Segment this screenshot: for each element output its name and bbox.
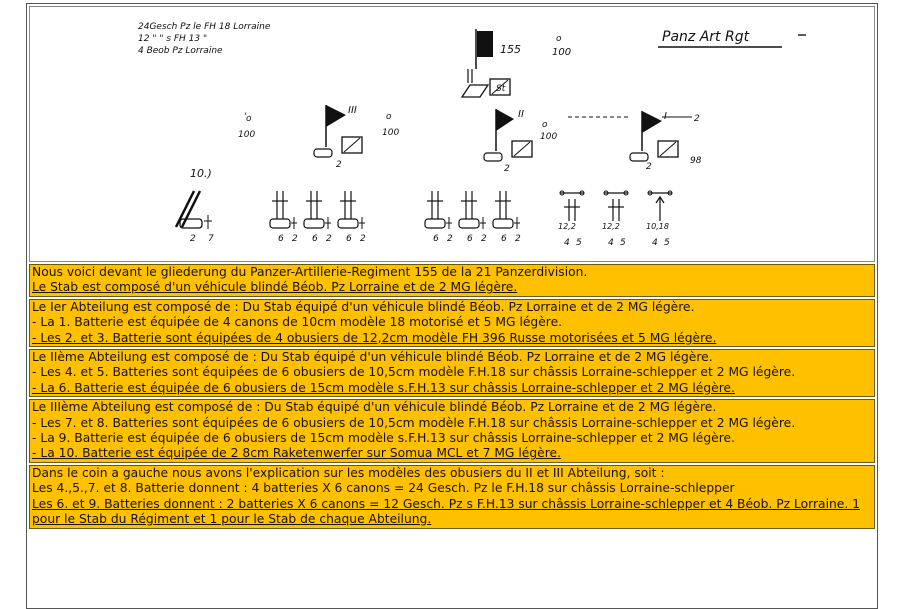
abteilung-mark: 2 [694, 114, 700, 124]
description-line: Le Stab est composé d'un véhicule blindé Béob. Pz Lorraine et de 2 MG légère. [32, 280, 518, 295]
description-line: - Les 7. et 8. Batteries sont équipées de 6 obusiers de 10,5cm modèle F.H.18 sur châssis Lorraine-schlepper et 2 MG légère. [32, 415, 796, 430]
description-block-abteilung-iii [29, 399, 875, 463]
abteilung-count: 2 [504, 164, 510, 174]
description-block-explanation [29, 465, 875, 529]
abteilung-numeral: III [348, 105, 357, 116]
abteilung-mark: 100 [540, 132, 558, 142]
battery-symbol [560, 191, 584, 221]
description-line: - La 10. Batterie est équipée de 2 8cm Raketenwerfer sur Somua MCL et 7 MG légère. [32, 446, 561, 461]
diagram-canvas [30, 7, 874, 261]
hq-mark: 100 [552, 47, 572, 58]
battery-count: 2 [292, 234, 298, 244]
battery-calibre: 12,2 [558, 222, 576, 231]
regiment-title: Panz Art Rgt [662, 29, 750, 45]
description-line: Les 6. et 9. Batteries donnent : 2 batteries X 6 canons = 12 Gesch. Pz s F.H.13 sur châssis Lorraine-schlepper et 4 Béob. Pz Lorraine. 1 pour le Stab du Régiment et 1 pour le Stab de chaque Abteilung. [32, 496, 860, 527]
abteilung-mark-left: o [246, 114, 252, 124]
abteilung-mark: 98 [690, 156, 702, 166]
battery-symbol [604, 191, 628, 221]
battery-count: 2 [326, 234, 332, 244]
battery-symbol [493, 191, 520, 229]
battery-count: 4 [608, 238, 614, 248]
description-line: Le IIIème Abteilung est composé de : Du Stab équipé d'un véhicule blindé Béob. Pz Lorraine et de 2 MG légère. [32, 400, 717, 415]
description-line: Nous voici devant le gliederung du Panzer-Artillerie-Regiment 155 de la 21 Panzerdivision. [32, 265, 588, 279]
legend-line: 24Gesch Pz le FH 18 Lorraine [138, 22, 271, 32]
abteilung-mark: 100 [382, 128, 400, 138]
mark-o: ' [244, 112, 247, 122]
abteilung-numeral: II [518, 109, 524, 120]
description-block-regiment [29, 264, 875, 297]
battery-calibre: 12,2 [602, 222, 620, 231]
battery-symbol [270, 191, 297, 229]
battery-symbol [338, 191, 365, 229]
battery-symbol [648, 191, 672, 221]
battery-count: 2 [447, 234, 453, 244]
description-line: Dans le coin a gauche nous avons l'explication sur les modèles des obusiers du II et III Abteilung, soit : [32, 465, 665, 480]
description-line: Le IIème Abteilung est composé de : Du Stab équipé d'un véhicule blindé Béob. Pz Lorraine et de 2 MG légère. [32, 350, 713, 365]
battery-count: 6 [433, 234, 439, 244]
battery-count: 2 [360, 234, 366, 244]
abteilung-mark: o [542, 120, 548, 130]
description-line: - Les 4. et 5. Batteries sont équipées de 6 obusiers de 10,5cm modèle F.H.18 sur châssis Lorraine-schlepper et 2 MG légère. [32, 365, 796, 380]
battery-count: 5 [620, 238, 626, 248]
battery-count: 6 [346, 234, 352, 244]
abteilung-count: 2 [646, 162, 652, 172]
battery-count: 4 [564, 238, 570, 248]
regiment-number: 155 [500, 43, 521, 56]
battery-calibre: 10,18 [646, 222, 669, 231]
battery-symbol [425, 191, 452, 229]
battery-count: 6 [467, 234, 473, 244]
description-line: - La 1. Batterie est équipée de 4 canons de 10cm modèle 18 motorisé et 5 MG légère. [32, 315, 563, 330]
description-line: - La 6. Batterie est équipée de 6 obusiers de 15cm modèle s.F.H.13 sur châssis Lorraine-schlepper et 2 MG légère. [32, 380, 735, 395]
rocket-battery-symbol [176, 191, 212, 229]
description-block-abteilung-ii [29, 349, 875, 397]
page-frame [26, 3, 878, 609]
battery-count: 6 [501, 234, 507, 244]
description-line: Le Ier Abteilung est composé de : Du Stab équipé d'un véhicule blindé Béob. Pz Lorraine et de 2 MG légère. [32, 299, 695, 314]
abteilung-ii-symbol [484, 109, 532, 161]
legend-line: 4 Beob Pz Lorraine [138, 46, 223, 56]
battery-symbol [304, 191, 331, 229]
battery-count: 4 [652, 238, 658, 248]
abteilung-i-symbol [568, 111, 692, 161]
battery-count: 2 [481, 234, 487, 244]
description-blocks [29, 264, 875, 531]
battery-count: 2 [515, 234, 521, 244]
description-block-abteilung-i [29, 299, 875, 347]
battery-count: 5 [576, 238, 582, 248]
abteilung-mark: o [386, 112, 392, 122]
hq-label: St [496, 84, 506, 94]
description-line: - Les 2. et 3. Batterie sont équipées de 4 obusiers de 12,2cm modèle FH 396 Russe motorisées et 5 MG légère. [32, 330, 717, 345]
battery-count: 6 [312, 234, 318, 244]
battery-symbol [459, 191, 486, 229]
left-count: 7 [208, 234, 214, 244]
left-label: 10.) [190, 167, 212, 180]
gliederung-diagram [29, 6, 875, 262]
abteilung-mark-left: 100 [238, 130, 256, 140]
hq-mark: o [556, 34, 562, 44]
battery-count: 6 [278, 234, 284, 244]
description-line: - La 9. Batterie est équipée de 6 obusiers de 15cm modèle s.F.H.13 sur châssis Lorraine-schlepper et 2 MG légère. [32, 431, 735, 446]
abteilung-numeral: I [664, 111, 667, 122]
abteilung-count: 2 [336, 160, 342, 170]
battery-count: 5 [664, 238, 670, 248]
legend-line: 12 " " s FH 13 " [138, 34, 208, 44]
left-count: 2 [190, 234, 196, 244]
description-line: Les 4.,5.,7. et 8. Batterie donnent : 4 batteries X 6 canons = 24 Gesch. Pz le F.H.18 sur châssis Lorraine-schlepper [32, 481, 735, 496]
